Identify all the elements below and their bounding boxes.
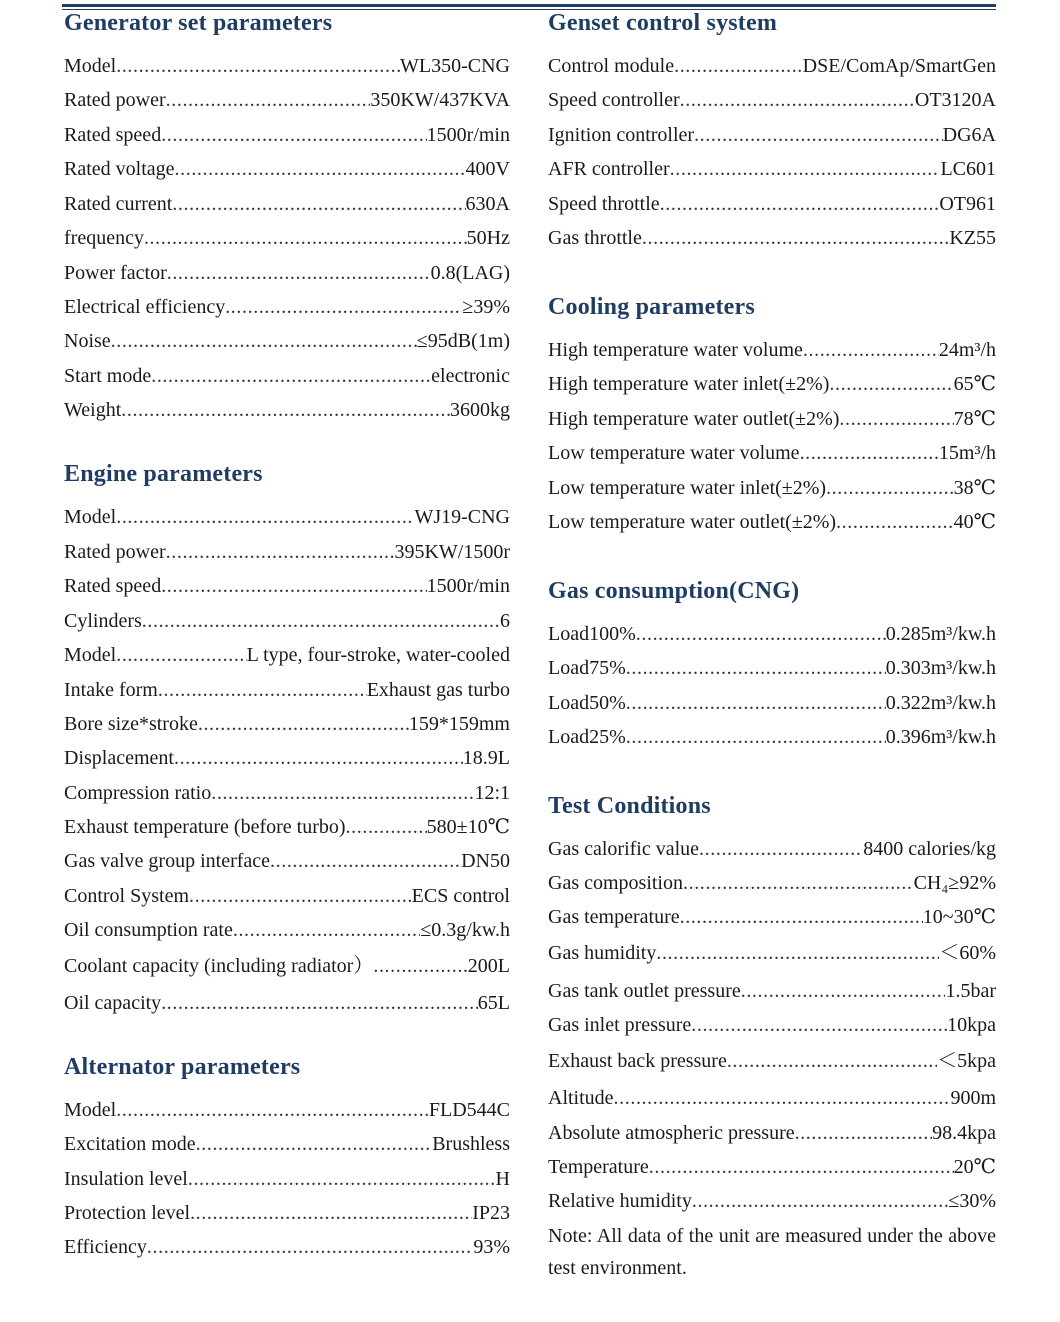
- spec-row: [64, 224, 510, 252]
- spec-value: 900m: [950, 1087, 996, 1109]
- spec-value: 10~30℃: [922, 906, 996, 928]
- spec-row: [548, 439, 996, 467]
- spec-row: [64, 1165, 510, 1193]
- leader-dots: [626, 689, 886, 717]
- leader-dots: [116, 52, 400, 80]
- leader-dots: [225, 293, 462, 321]
- spec-row: [64, 155, 510, 183]
- spec-value: 400V: [465, 158, 510, 180]
- spec-value: WJ19-CNG: [414, 506, 510, 528]
- leader-dots: [614, 1084, 951, 1112]
- leader-dots: [167, 259, 431, 287]
- spec-label: Excitation mode: [64, 1133, 196, 1155]
- spec-row: [64, 847, 510, 875]
- spec-label: Rated power: [64, 541, 166, 563]
- leader-dots: [694, 121, 943, 149]
- spec-value: 6: [500, 610, 510, 632]
- spec-value: DG6A: [942, 124, 996, 146]
- spec-label: Gas temperature: [548, 906, 680, 928]
- leader-dots: [373, 952, 467, 980]
- spec-label: Rated current: [64, 193, 173, 215]
- gas-heading: Gas consumption(CNG): [548, 578, 800, 604]
- spec-label: Coolant capacity (including radiator）: [64, 955, 374, 977]
- spec-value: electronic: [431, 365, 510, 387]
- spec-value: DSE/ComAp/SmartGen: [802, 55, 996, 77]
- leader-dots: [233, 916, 420, 944]
- spec-row: [64, 952, 510, 980]
- leader-dots: [674, 52, 803, 80]
- spec-label: Power factor: [64, 262, 167, 284]
- leader-dots: [116, 503, 414, 531]
- spec-label: Cylinders: [64, 610, 142, 632]
- spec-row: [548, 903, 996, 931]
- test-note: Note: All data of the unit are measured under the above test environment.: [548, 1225, 996, 1279]
- spec-value: 0.8(LAG): [430, 262, 510, 284]
- spec-row: [64, 503, 510, 531]
- spec-label: Gas valve group interface: [64, 850, 271, 872]
- leader-dots: [683, 869, 914, 897]
- spec-row: [548, 508, 996, 536]
- spec-label: Rated power: [64, 89, 166, 111]
- spec-label: Weight: [64, 399, 122, 421]
- leader-dots: [836, 508, 954, 536]
- leader-dots: [161, 121, 426, 149]
- leader-dots: [161, 572, 426, 600]
- spec-value: H: [495, 1168, 510, 1190]
- leader-dots: [198, 710, 409, 738]
- leader-dots: [166, 538, 395, 566]
- leader-dots: [158, 676, 367, 704]
- spec-row: [548, 474, 996, 502]
- leader-dots: [175, 155, 466, 183]
- spec-value: LC601: [940, 158, 996, 180]
- leader-dots: [116, 1096, 429, 1124]
- spec-value: FLD544C: [428, 1099, 510, 1121]
- spec-label: Gas inlet pressure: [548, 1014, 692, 1036]
- spec-row: [64, 989, 510, 1017]
- spec-row: [64, 779, 510, 807]
- spec-label: High temperature water inlet(±2%): [548, 373, 830, 395]
- spec-row: [64, 676, 510, 704]
- spec-value: 12:1: [474, 782, 510, 804]
- spec-label: Displacement: [64, 747, 174, 769]
- spec-value: 20℃: [953, 1156, 996, 1178]
- spec-row: [548, 1187, 996, 1215]
- leader-dots: [803, 336, 939, 364]
- spec-label: Load25%: [548, 726, 626, 748]
- spec-value: 98.4kpa: [932, 1122, 996, 1144]
- generator-heading: Generator set parameters: [64, 10, 333, 36]
- spec-label: AFR controller: [548, 158, 670, 180]
- spec-label: Speed controller: [548, 89, 680, 111]
- leader-dots: [189, 882, 412, 910]
- leader-dots: [151, 362, 431, 390]
- spec-row: [64, 86, 510, 114]
- spec-label: Bore size*stroke: [64, 713, 198, 735]
- spec-label: Speed throttle: [548, 193, 660, 215]
- spec-value: 1500r/min: [426, 575, 510, 597]
- spec-row: [548, 1084, 996, 1112]
- spec-row: [64, 327, 510, 355]
- leader-dots: [670, 155, 941, 183]
- spec-value: 630A: [465, 193, 510, 215]
- spec-label: Rated speed: [64, 124, 162, 146]
- leader-dots: [142, 607, 500, 635]
- spec-value: 38℃: [953, 477, 996, 499]
- spec-label: Intake form: [64, 679, 158, 701]
- spec-value: 65℃: [953, 373, 996, 395]
- spec-value: OT961: [939, 193, 996, 215]
- spec-value: KZ55: [949, 227, 996, 249]
- engine-heading: Engine parameters: [64, 461, 263, 487]
- spec-label: Start mode: [64, 365, 152, 387]
- spec-row: [548, 835, 996, 863]
- spec-label: Model: [64, 1099, 117, 1121]
- spec-label: Load75%: [548, 657, 626, 679]
- spec-label: Model: [64, 506, 117, 528]
- spec-value: 10kpa: [947, 1014, 996, 1036]
- spec-value: 0.396m³/kw.h: [885, 726, 996, 748]
- spec-label: Low temperature water outlet(±2%): [548, 511, 837, 533]
- spec-value: CH₄≥92%: [913, 872, 996, 894]
- spec-row: [64, 813, 510, 841]
- control-heading: Genset control system: [548, 10, 778, 36]
- spec-value: ≤95dB(1m): [416, 330, 510, 352]
- spec-label: Temperature: [548, 1156, 649, 1178]
- spec-row: [548, 1119, 996, 1147]
- leader-dots: [839, 405, 953, 433]
- spec-row: [548, 654, 996, 682]
- spec-value: ≤30%: [948, 1190, 996, 1212]
- spec-row: [548, 224, 996, 252]
- spec-row: [64, 1096, 510, 1124]
- spec-row: [548, 190, 996, 218]
- spec-value: 24m³/h: [938, 339, 996, 361]
- spec-row: [64, 293, 510, 321]
- spec-row: [548, 689, 996, 717]
- spec-label: Load100%: [548, 623, 636, 645]
- spec-value: 40℃: [953, 511, 996, 533]
- spec-value: 580±10℃: [426, 816, 510, 838]
- leader-dots: [636, 620, 886, 648]
- spec-row: [548, 869, 996, 897]
- spec-row: [64, 641, 510, 669]
- spec-value: ECS control: [411, 885, 510, 907]
- spec-label: Electrical efficiency: [64, 296, 226, 318]
- leader-dots: [111, 327, 417, 355]
- spec-row: [548, 336, 996, 364]
- leader-dots: [116, 641, 246, 669]
- spec-value: ≤0.3g/kw.h: [420, 919, 510, 941]
- leader-dots: [642, 224, 949, 252]
- spec-label: Oil consumption rate: [64, 919, 233, 941]
- spec-label: frequency: [64, 227, 144, 249]
- spec-row: [64, 916, 510, 944]
- spec-label: High temperature water outlet(±2%): [548, 408, 840, 430]
- spec-label: Compression ratio: [64, 782, 212, 804]
- spec-value: 3600kg: [450, 399, 510, 421]
- spec-value: 0.322m³/kw.h: [885, 692, 996, 714]
- leader-dots: [172, 190, 465, 218]
- leader-dots: [626, 723, 886, 751]
- spec-row: [548, 939, 996, 967]
- spec-label: Altitude: [548, 1087, 614, 1109]
- spec-label: Model: [64, 55, 117, 77]
- leader-dots: [626, 654, 886, 682]
- leader-dots: [121, 396, 450, 424]
- leader-dots: [270, 847, 461, 875]
- spec-row: [548, 405, 996, 433]
- spec-value: ≥39%: [462, 296, 510, 318]
- spec-label: Relative humidity: [548, 1190, 692, 1212]
- test-heading: Test Conditions: [548, 793, 711, 819]
- spec-label: High temperature water volume: [548, 339, 803, 361]
- leader-dots: [147, 1233, 473, 1261]
- spec-value: 0.303m³/kw.h: [885, 657, 996, 679]
- spec-value: 15m³/h: [938, 442, 996, 464]
- spec-row: [64, 710, 510, 738]
- leader-dots: [800, 439, 939, 467]
- spec-row: [548, 977, 996, 1005]
- spec-label: Rated speed: [64, 575, 162, 597]
- spec-value: 78℃: [953, 408, 996, 430]
- spec-label: Exhaust back pressure: [548, 1050, 727, 1072]
- leader-dots: [692, 1187, 948, 1215]
- spec-value: 93%: [473, 1236, 510, 1258]
- spec-label: Insulation level: [64, 1168, 188, 1190]
- spec-row: [64, 538, 510, 566]
- spec-row: [64, 121, 510, 149]
- spec-value: 50Hz: [466, 227, 510, 249]
- spec-label: Oil capacity: [64, 992, 162, 1014]
- spec-label: Rated voltage: [64, 158, 175, 180]
- leader-dots: [795, 1119, 933, 1147]
- spec-label: Protection level: [64, 1202, 191, 1224]
- spec-value: 8400 calories/kg: [863, 838, 996, 860]
- spec-label: Ignition controller: [548, 124, 695, 146]
- spec-value: WL350-CNG: [400, 55, 510, 77]
- spec-row: [64, 607, 510, 635]
- spec-value: Exhaust gas turbo: [366, 679, 510, 701]
- spec-row: [64, 1199, 510, 1227]
- spec-label: Low temperature water volume: [548, 442, 800, 464]
- spec-value: 350KW/437KVA: [370, 89, 510, 111]
- spec-row: [548, 723, 996, 751]
- spec-row: [64, 1130, 510, 1158]
- spec-row: [64, 396, 510, 424]
- spec-value: 1500r/min: [426, 124, 510, 146]
- spec-label: Absolute atmospheric pressure: [548, 1122, 795, 1144]
- leader-dots: [741, 977, 946, 1005]
- spec-row: [548, 1047, 996, 1075]
- spec-label: Gas throttle: [548, 227, 642, 249]
- spec-label: Control System: [64, 885, 190, 907]
- spec-row: [64, 572, 510, 600]
- spec-row: [548, 86, 996, 114]
- spec-label: Load50%: [548, 692, 626, 714]
- spec-row: [64, 1233, 510, 1261]
- spec-value: Brushless: [432, 1133, 510, 1155]
- spec-label: Gas calorific value: [548, 838, 700, 860]
- spec-row: [64, 52, 510, 80]
- leader-dots: [166, 86, 371, 114]
- spec-value: 395KW/1500r: [394, 541, 510, 563]
- spec-label: Gas composition: [548, 872, 683, 894]
- leader-dots: [826, 474, 954, 502]
- alternator-heading: Alternator parameters: [64, 1054, 301, 1080]
- spec-row: [64, 744, 510, 772]
- spec-value: 1.5bar: [945, 980, 996, 1002]
- spec-row: [548, 370, 996, 398]
- leader-dots: [680, 903, 923, 931]
- spec-value: L type, four-stroke, water-cooled: [246, 644, 510, 666]
- spec-row: [64, 259, 510, 287]
- spec-label: Efficiency: [64, 1236, 147, 1258]
- leader-dots: [174, 744, 463, 772]
- spec-value: IP23: [472, 1202, 510, 1224]
- leader-dots: [190, 1199, 472, 1227]
- top-rule-thick: [62, 4, 996, 7]
- leader-dots: [660, 190, 940, 218]
- spec-label: Gas tank outlet pressure: [548, 980, 741, 1002]
- spec-row: [548, 52, 996, 80]
- leader-dots: [346, 813, 427, 841]
- spec-value: 159*159mm: [408, 713, 510, 735]
- leader-dots: [188, 1165, 496, 1193]
- spec-row: [548, 121, 996, 149]
- spec-value: 200L: [467, 955, 510, 977]
- leader-dots: [196, 1130, 433, 1158]
- leader-dots: [699, 835, 863, 863]
- spec-label: Control module: [548, 55, 675, 77]
- spec-label: Low temperature water inlet(±2%): [548, 477, 827, 499]
- leader-dots: [656, 939, 939, 967]
- leader-dots: [680, 86, 915, 114]
- spec-row: [64, 882, 510, 910]
- spec-label: Model: [64, 644, 117, 666]
- leader-dots: [829, 370, 953, 398]
- leader-dots: [691, 1011, 947, 1039]
- spec-value: ＜5kpa: [937, 1050, 996, 1072]
- spec-row: [548, 1153, 996, 1181]
- spec-row: [548, 155, 996, 183]
- spec-row: [548, 620, 996, 648]
- leader-dots: [144, 224, 467, 252]
- spec-value: 18.9L: [462, 747, 510, 769]
- spec-value: OT3120A: [914, 89, 996, 111]
- spec-row: [64, 362, 510, 390]
- spec-value: ＜60%: [939, 942, 996, 964]
- leader-dots: [727, 1047, 937, 1075]
- spec-label: Gas humidity: [548, 942, 657, 964]
- spec-value: DN50: [461, 850, 510, 872]
- spec-value: 0.285m³/kw.h: [885, 623, 996, 645]
- spec-label: Exhaust temperature (before turbo): [64, 816, 346, 838]
- leader-dots: [211, 779, 474, 807]
- spec-row: [548, 1011, 996, 1039]
- leader-dots: [649, 1153, 954, 1181]
- cooling-heading: Cooling parameters: [548, 294, 755, 320]
- leader-dots: [161, 989, 478, 1017]
- spec-label: Noise: [64, 330, 111, 352]
- spec-row: [64, 190, 510, 218]
- spec-value: 65L: [477, 992, 510, 1014]
